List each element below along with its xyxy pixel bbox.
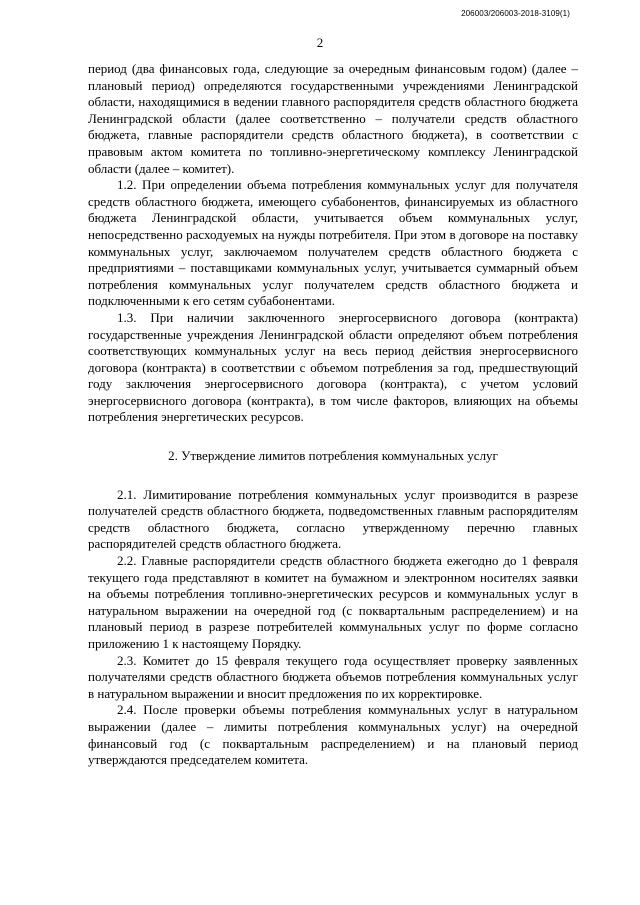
paragraph-2-3: 2.3. Комитет до 15 февраля текущего года осуществляет проверку заявленных получателями средств областного бюджета объемов потребления коммунальных услуг в натуральном выражении и вносит предложения по их корректировке. <box>88 652 578 701</box>
section-heading: 2. Утверждение лимитов потребления коммунальных услуг <box>168 448 498 464</box>
paragraph-2-2: 2.2. Главные распорядители средств областного бюджета ежегодно до 1 февраля текущего года представляют в комитет на бумажном и электронном носителях заявки на объемы потребления топливно-энергетических ресурсов и коммунальных услуг в натуральном выражении на очередной год (с поквартальным распределением) и на плановый период в разрезе потребителей коммунальных услуг по форме согласно приложению 1 к настоящему Порядку. <box>88 553 578 651</box>
page-number: 2 <box>316 35 324 50</box>
paragraph-continuation: период (два финансовых года, следующие за очередным финансовым годом) (далее – плановый период) определяются государственными учреждениями Ленинградской области, находящимися в ведении главного распорядителя средств областного бюджета Ленинградской области (далее соответственно – получатели средств областного бюджета, главные распорядители средств областного бюджета), в соответствии с правовым актом комитета по топливно-энергетическому комплексу Ленинградской области (далее – комитет). <box>88 61 578 176</box>
document-body <box>88 61 578 769</box>
paragraph-2-4: 2.4. После проверки объемы потребления коммунальных услуг в натуральном выражении (далее – лимиты потребления коммунальных услуг) на очередной финансовый год (с поквартальным распределением) и на плановый период утверждаются председателем комитета. <box>88 702 578 768</box>
paragraph-1-3: 1.3. При наличии заключенного энергосервисного договора (контракта) государственные учреждения Ленинградской области определяют объем потребления соответствующих коммунальных услуг на весь период действия энергосервисного договора (контракта) в соответствии с объемом потребления за год, предшествующий году заключения энергосервисного договора (контракта), с учетом условий энергосервисного договора (контракта), в том числе факторов, влияющих на объемы потребления энергетических ресурсов. <box>88 309 578 425</box>
paragraph-1-2: 1.2. При определении объема потребления коммунальных услуг для получателя средств областного бюджета, имеющего субабонентов, финансируемых из областного бюджета Ленинградской области, учитывается объем коммунальных услуг, непосредственно расходуемых на нужды потребителя. При этом в договоре на поставку коммунальных услуг, заключаемом получателем средств областного бюджета с предприятиями – поставщиками коммунальных услуг, учитывается суммарный объем потребления коммунальных услуг получателем средств областного бюджета и подключенными к его сетям субабонентами. <box>88 177 578 309</box>
document-id-stamp: 206003/206003-2018-3109(1) <box>461 9 570 18</box>
paragraph-2-1: 2.1. Лимитирование потребления коммунальных услуг производится в разрезе получателей средств областного бюджета, подведомственных главным распорядителям средств областного бюджета, согласно утвержденному перечню главных распорядителей средств областного бюджета. <box>88 486 578 552</box>
